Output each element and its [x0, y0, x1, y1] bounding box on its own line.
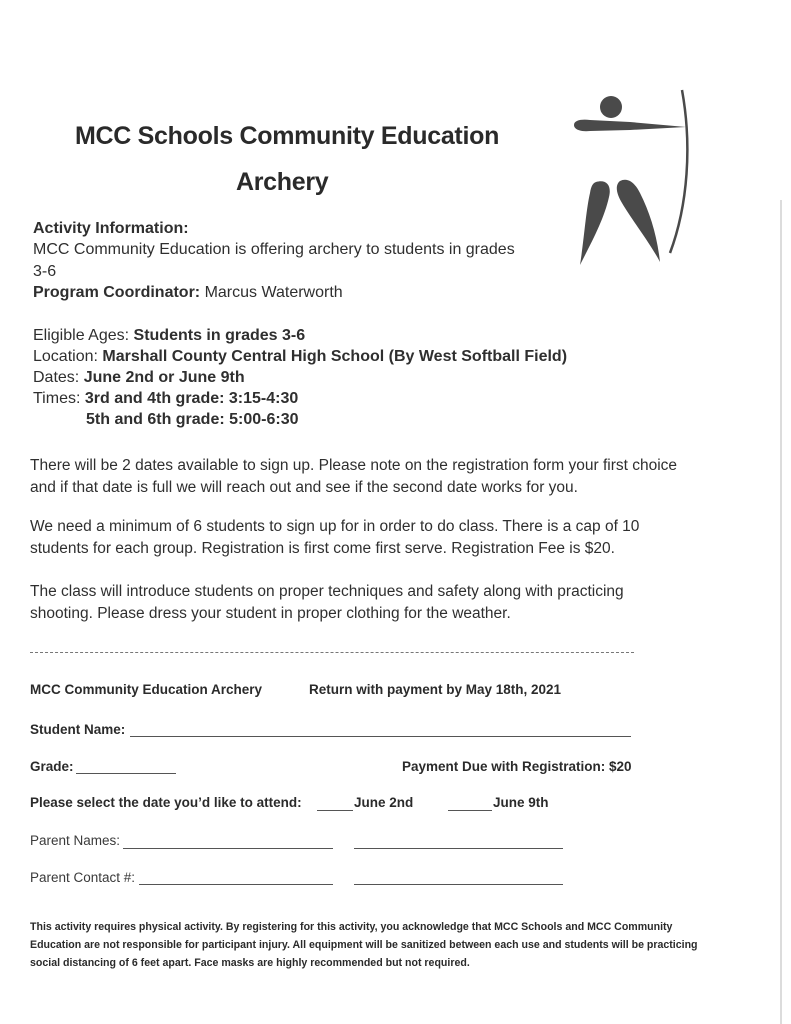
- location-line: [33, 347, 567, 367]
- times-value-2: 5th and 6th grade: 5:00-6:30: [86, 411, 299, 428]
- times-label: Times:: [33, 390, 81, 407]
- parent-name-2-underline: [354, 848, 563, 849]
- dates-line: [33, 368, 245, 388]
- grade-input[interactable]: [76, 755, 176, 773]
- june-2nd-underline: [317, 810, 353, 811]
- eligible-value: Students in grades 3-6: [133, 327, 306, 344]
- parent-contact-2-input[interactable]: [354, 866, 563, 884]
- disclaimer-text: This activity requires physical activity. By registering for this activity, you acknowledge that MCC Schools and MCC Community Education are not responsible for participant injury. All equipment will be sanitized between each use and students will be practicing social distancing of 6 feet apart. Face masks are highly recommended but not required.: [30, 921, 698, 969]
- parent-name-2-input[interactable]: [354, 830, 563, 848]
- eligible-label: Eligible Ages:: [33, 327, 130, 344]
- parent-contact-1-underline: [139, 884, 333, 885]
- coordinator-line: [33, 283, 343, 303]
- cut-line-divider: [30, 652, 634, 653]
- date-option-june-9th: June 9th: [493, 795, 549, 810]
- activity-description-line2: 3-6: [33, 263, 57, 280]
- eligible-ages-line: [33, 326, 305, 346]
- form-title: MCC Community Education Archery: [30, 682, 263, 697]
- return-note: Return with payment by May 18th, 2021: [309, 682, 562, 697]
- activity-heading: Activity Information:: [33, 220, 189, 237]
- location-label: Location:: [33, 348, 98, 365]
- parent-names-label: Parent Names:: [30, 833, 121, 848]
- student-name-label: Student Name:: [30, 722, 126, 737]
- dates-value: June 2nd or June 9th: [83, 369, 245, 386]
- parent-name-1-input[interactable]: [123, 830, 333, 848]
- coordinator-name: Marcus Waterworth: [204, 284, 343, 301]
- scan-edge-line: [780, 200, 782, 1024]
- parent-name-1-underline: [123, 848, 333, 849]
- times-value-1: 3rd and 4th grade: 3:15-4:30: [84, 390, 299, 407]
- parent-contact-label: Parent Contact #:: [30, 870, 136, 885]
- student-name-underline: [130, 736, 631, 737]
- class-paragraph-line2: shooting. Please dress your student in proper clothing for the weather.: [30, 605, 511, 622]
- signup-paragraph-line1: There will be 2 dates available to sign up. Please note on the registration form your first choice: [30, 457, 678, 474]
- times-line: [33, 389, 298, 409]
- payment-due: Payment Due with Registration: $20: [402, 759, 632, 774]
- grade-underline: [76, 773, 176, 774]
- class-paragraph-line1: The class will introduce students on proper techniques and safety along with practicing: [30, 583, 624, 600]
- activity-description-line1: MCC Community Education is offering archery to students in grades: [33, 241, 515, 258]
- june-9th-underline: [448, 810, 492, 811]
- date-option-june-2nd: June 2nd: [354, 795, 414, 810]
- dates-label: Dates:: [33, 369, 80, 386]
- grade-label: Grade:: [30, 759, 74, 774]
- coordinator-label: Program Coordinator:: [33, 284, 201, 301]
- date-select-label: Please select the date you’d like to attend:: [30, 795, 302, 810]
- parent-contact-2-underline: [354, 884, 563, 885]
- archer-pictogram-icon: [560, 85, 700, 270]
- student-name-input[interactable]: [130, 718, 630, 736]
- parent-contact-1-input[interactable]: [139, 866, 333, 884]
- signup-paragraph-line2: and if that date is full we will reach out and see if the second date works for you.: [30, 479, 578, 496]
- page-title: MCC Schools Community Education: [75, 122, 500, 150]
- page-subtitle: Archery: [236, 168, 329, 196]
- location-value: Marshall County Central High School (By West Softball Field): [102, 348, 568, 365]
- minimum-paragraph-line2: students for each group. Registration is first come first serve. Registration Fee is $20.: [30, 540, 615, 557]
- minimum-paragraph-line1: We need a minimum of 6 students to sign up for in order to do class. There is a cap of 10: [30, 518, 640, 535]
